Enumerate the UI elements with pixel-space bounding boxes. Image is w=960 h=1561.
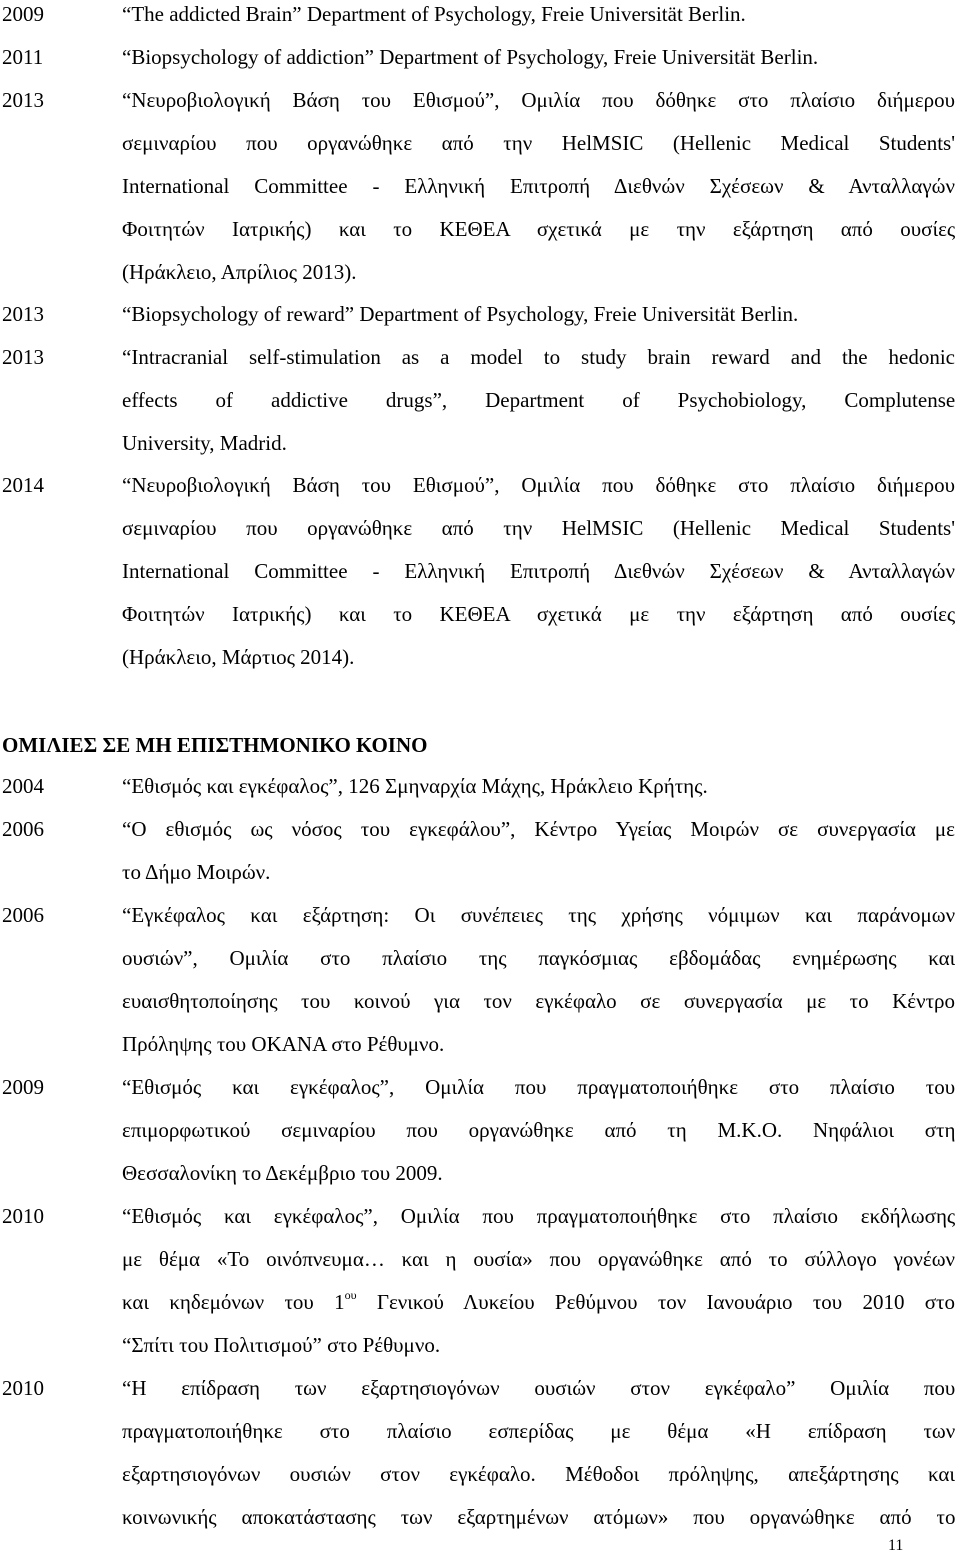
entry-line: (Ηράκλειο, Μάρτιος 2014). [122, 645, 355, 669]
entry-line: “Εγκέφαλος και εξάρτηση: Οι συνέπειες της χρήσης νόμιμων και παράνομων [122, 903, 955, 927]
entry-year: 2009 [2, 2, 44, 26]
entry-line: “Εθισμός και εγκέφαλος”, 126 Σμηναρχία Μάχης, Ηράκλειο Κρήτης. [122, 774, 708, 798]
entry-line: “Ο εθισμός ως νόσος του εγκεφάλου”, Κέντρο Υγείας Μοιρών σε συνεργασία με [122, 817, 955, 841]
entry-text [122, 336, 955, 465]
entry-line: το Δήμο Μοιρών. [122, 860, 271, 884]
entry-line: Πρόληψης του ΟΚΑΝΑ στο Ρέθυμνο. [122, 1032, 445, 1056]
entry-line: επιμορφωτικού σεμιναρίου που οργανώθηκε από τη Μ.Κ.Ο. Νηφάλιοι στη [122, 1118, 955, 1142]
entry-line-part: Γενικού Λυκείου Ρεθύμνου τον Ιανουάριο του 2010 στο [356, 1290, 955, 1314]
entry-year: 2006 [2, 903, 44, 927]
entry-year: 2004 [2, 774, 44, 798]
entry-text [122, 79, 955, 294]
entry-year: 2013 [2, 345, 44, 369]
entry-text [122, 464, 955, 679]
entry-year: 2011 [2, 45, 44, 69]
entry-year: 2010 [2, 1204, 44, 1228]
entry-text [122, 765, 955, 808]
entry-line: (Ηράκλειο, Απρίλιος 2013). [122, 260, 357, 284]
entry-line: “Εθισμός και εγκέφαλος”, Ομιλία που πραγματοποιήθηκε στο πλαίσιο του [122, 1075, 955, 1099]
entry-line: “Intracranial self-stimulation as a model to study brain reward and the hedonic [122, 345, 955, 369]
entry-year: 2014 [2, 473, 44, 497]
entry-line: Θεσσαλονίκη το Δεκέμβριο του 2009. [122, 1161, 443, 1185]
entry-line: με θέμα «Το οινόπνευμα… και η ουσία» που οργανώθηκε από το σύλλογο γονέων [122, 1247, 955, 1271]
entry-text [122, 894, 955, 1066]
entry-line: International Committee - Ελληνική Επιτροπή Διεθνών Σχέσεων & Ανταλλαγών [122, 559, 955, 583]
entry-line: “Η επίδραση των εξαρτησιογόνων ουσιών στον εγκέφαλο” Ομιλία που [122, 1376, 955, 1400]
ordinal-superscript: ου [344, 1288, 357, 1302]
entry-line: ουσιών”, Ομιλία στο πλαίσιο της παγκόσμιας εβδομάδας ενημέρωσης και [122, 946, 955, 970]
entry-line: πραγματοποιήθηκε στο πλαίσιο εσπερίδας με θέμα «Η επίδραση των [122, 1419, 955, 1443]
entry-line: ευαισθητοποίησης του κοινού για τον εγκέφαλο σε συνεργασία με το Κέντρο [122, 989, 955, 1013]
entry-line: σεμιναρίου που οργανώθηκε από την HelMSIC (Hellenic Medical Students' [122, 516, 955, 540]
entry-line: κοινωνικής αποκατάστασης των εξαρτημένων ατόμων» που οργανώθηκε από το [122, 1505, 955, 1529]
entry-text [122, 1367, 955, 1539]
entry-line [122, 1281, 955, 1324]
entry-line: Φοιτητών Ιατρικής) και το ΚΕΘΕΑ σχετικά με την εξάρτηση από ουσίες [122, 602, 955, 626]
entry-line: International Committee - Ελληνική Επιτροπή Διεθνών Σχέσεων & Ανταλλαγών [122, 174, 955, 198]
entry-line: “Νευροβιολογική Βάση του Εθισμού”, Ομιλία που δόθηκε στο πλαίσιο διήμερου [122, 88, 955, 112]
entry-year: 2009 [2, 1075, 44, 1099]
entry-year: 2010 [2, 1376, 44, 1400]
entry-line: University, Madrid. [122, 431, 287, 455]
entry-line: “Biopsychology of reward” Department of Psychology, Freie Universität Berlin. [122, 302, 799, 326]
entry-line: σεμιναρίου που οργανώθηκε από την HelMSIC (Hellenic Medical Students' [122, 131, 955, 155]
entry-line-part: και κηδεμόνων του 1 [122, 1290, 345, 1314]
entry-line: effects of addictive drugs”, Department of Psychobiology, Complutense [122, 388, 955, 412]
section-heading: ΟΜΙΛΙΕΣ ΣΕ ΜΗ ΕΠΙΣΤΗΜΟΝΙΚΟ ΚΟΙΝΟ [2, 733, 428, 757]
entry-text [122, 1066, 955, 1195]
entry-text [122, 808, 955, 894]
entry-year: 2006 [2, 817, 44, 841]
entry-line: Φοιτητών Ιατρικής) και το ΚΕΘΕΑ σχετικά με την εξάρτηση από ουσίες [122, 217, 955, 241]
page-number: 11 [888, 1537, 904, 1554]
entry-line: “Σπίτι του Πολιτισμού” στο Ρέθυμνο. [122, 1333, 441, 1357]
entry-line: “The addicted Brain” Department of Psychology, Freie Universität Berlin. [122, 2, 746, 26]
entry-line: “Biopsychology of addiction” Department of Psychology, Freie Universität Berlin. [122, 45, 819, 69]
entry-year: 2013 [2, 88, 44, 112]
entry-text [122, 0, 955, 36]
entry-line: “Εθισμός και εγκέφαλος”, Ομιλία που πραγματοποιήθηκε στο πλαίσιο εκδήλωσης [122, 1204, 955, 1228]
entry-year: 2013 [2, 302, 44, 326]
entry-line: εξαρτησιογόνων ουσιών στον εγκέφαλο. Μέθοδοι πρόληψης, απεξάρτησης και [122, 1462, 955, 1486]
entry-text [122, 1195, 955, 1367]
entry-text [122, 36, 955, 79]
entry-line: “Νευροβιολογική Βάση του Εθισμού”, Ομιλία που δόθηκε στο πλαίσιο διήμερου [122, 473, 955, 497]
entry-text [122, 293, 955, 336]
